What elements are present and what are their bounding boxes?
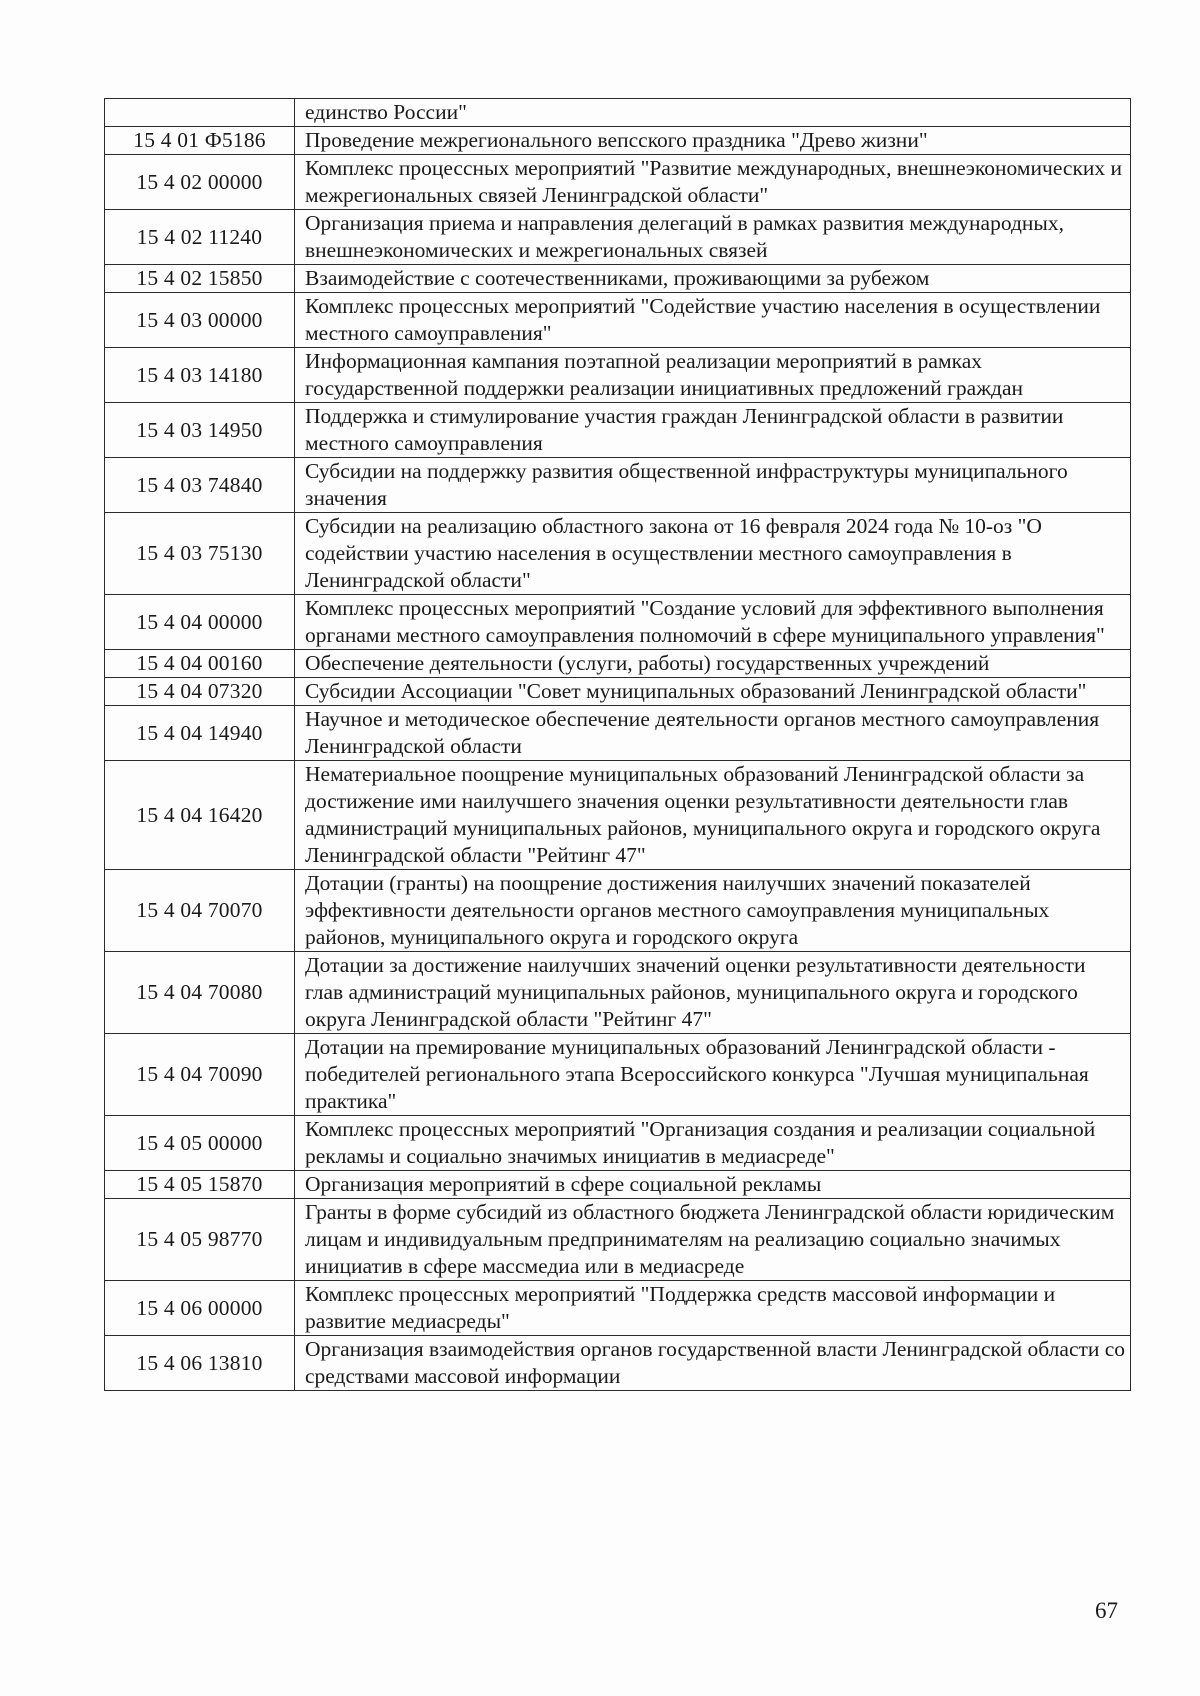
table-row bbox=[105, 1199, 1131, 1281]
code-cell: 15 4 03 00000 bbox=[105, 293, 295, 348]
code-cell: 15 4 05 15870 bbox=[105, 1171, 295, 1199]
code-cell: 15 4 01 Ф5186 bbox=[105, 127, 295, 155]
table-row bbox=[105, 1116, 1131, 1171]
name-cell: Организация мероприятий в сфере социальной рекламы bbox=[295, 1171, 1131, 1199]
code-cell: 15 4 06 00000 bbox=[105, 1281, 295, 1336]
code-cell: 15 4 04 07320 bbox=[105, 678, 295, 706]
code-cell: 15 4 04 00160 bbox=[105, 650, 295, 678]
name-cell: Нематериальное поощрение муниципальных образований Ленинградской области за достижение ими наилучшего значения оценки результативности деятельности глав администраций муниципальных районов, муниципального округа и городского округа Ленинградской области "Рейтинг 47" bbox=[295, 761, 1131, 870]
table-row bbox=[105, 265, 1131, 293]
name-cell: Научное и методическое обеспечение деятельности органов местного самоуправления Ленинградской области bbox=[295, 706, 1131, 761]
table-row bbox=[105, 761, 1131, 870]
name-cell: Организация взаимодействия органов государственной власти Ленинградской области со средствами массовой информации bbox=[295, 1336, 1131, 1391]
code-cell: 15 4 02 00000 bbox=[105, 155, 295, 210]
table-row bbox=[105, 293, 1131, 348]
name-cell: Дотации (гранты) на поощрение достижения наилучших значений показателей эффективности деятельности органов местного самоуправления муниципальных районов, муниципального округа и городского округа bbox=[295, 870, 1131, 952]
table-row bbox=[105, 1281, 1131, 1336]
name-cell: Комплекс процессных мероприятий "Развитие международных, внешнеэкономических и межрегиональных связей Ленинградской области" bbox=[295, 155, 1131, 210]
name-cell: Информационная кампания поэтапной реализации мероприятий в рамках государственной поддержки реализации инициативных предложений граждан bbox=[295, 348, 1131, 403]
table-row bbox=[105, 952, 1131, 1034]
page-number: 67 bbox=[1095, 1598, 1118, 1623]
table-row bbox=[105, 513, 1131, 595]
table-row bbox=[105, 706, 1131, 761]
table-row bbox=[105, 1034, 1131, 1116]
code-cell bbox=[105, 99, 295, 127]
name-cell: Дотации за достижение наилучших значений оценки результативности деятельности глав администраций муниципальных районов, муниципального округа и городского округа Ленинградской области "Рейтинг 47" bbox=[295, 952, 1131, 1034]
table-row bbox=[105, 1336, 1131, 1391]
name-cell: Обеспечение деятельности (услуги, работы) государственных учреждений bbox=[295, 650, 1131, 678]
name-cell: Взаимодействие с соотечественниками, проживающими за рубежом bbox=[295, 265, 1131, 293]
budget-codes-table bbox=[104, 98, 1131, 1391]
name-cell: Комплекс процессных мероприятий "Поддержка средств массовой информации и развитие медиасреды" bbox=[295, 1281, 1131, 1336]
name-cell: единство России" bbox=[295, 99, 1131, 127]
name-cell: Комплекс процессных мероприятий "Содействие участию населения в осуществлении местного самоуправления" bbox=[295, 293, 1131, 348]
table-row bbox=[105, 99, 1131, 127]
name-cell: Субсидии Ассоциации "Совет муниципальных образований Ленинградской области" bbox=[295, 678, 1131, 706]
code-cell: 15 4 03 14180 bbox=[105, 348, 295, 403]
code-cell: 15 4 03 75130 bbox=[105, 513, 295, 595]
name-cell: Комплекс процессных мероприятий "Создание условий для эффективного выполнения органами местного самоуправления полномочий в сфере муниципального управления" bbox=[295, 595, 1131, 650]
name-cell: Организация приема и направления делегаций в рамках развития международных, внешнеэкономических и межрегиональных связей bbox=[295, 210, 1131, 265]
table-row bbox=[105, 210, 1131, 265]
code-cell: 15 4 04 14940 bbox=[105, 706, 295, 761]
table-row bbox=[105, 870, 1131, 952]
table-row bbox=[105, 595, 1131, 650]
name-cell: Субсидии на поддержку развития общественной инфраструктуры муниципального значения bbox=[295, 458, 1131, 513]
name-cell: Дотации на премирование муниципальных образований Ленинградской области - победителей регионального этапа Всероссийского конкурса "Лучшая муниципальная практика" bbox=[295, 1034, 1131, 1116]
code-cell: 15 4 02 15850 bbox=[105, 265, 295, 293]
code-cell: 15 4 04 16420 bbox=[105, 761, 295, 870]
code-cell: 15 4 04 70070 bbox=[105, 870, 295, 952]
code-cell: 15 4 04 70090 bbox=[105, 1034, 295, 1116]
table-row bbox=[105, 458, 1131, 513]
table-row bbox=[105, 1171, 1131, 1199]
name-cell: Поддержка и стимулирование участия граждан Ленинградской области в развитии местного самоуправления bbox=[295, 403, 1131, 458]
code-cell: 15 4 05 98770 bbox=[105, 1199, 295, 1281]
table-row bbox=[105, 348, 1131, 403]
name-cell: Гранты в форме субсидий из областного бюджета Ленинградской области юридическим лицам и индивидуальным предпринимателям на реализацию социально значимых инициатив в сфере массмедиа или в медиасреде bbox=[295, 1199, 1131, 1281]
code-cell: 15 4 04 70080 bbox=[105, 952, 295, 1034]
table-row bbox=[105, 650, 1131, 678]
code-cell: 15 4 02 11240 bbox=[105, 210, 295, 265]
name-cell: Комплекс процессных мероприятий "Организация создания и реализации социальной рекламы и социально значимых инициатив в медиасреде" bbox=[295, 1116, 1131, 1171]
table-body bbox=[105, 99, 1131, 1391]
code-cell: 15 4 04 00000 bbox=[105, 595, 295, 650]
table-row bbox=[105, 127, 1131, 155]
table-row bbox=[105, 403, 1131, 458]
code-cell: 15 4 05 00000 bbox=[105, 1116, 295, 1171]
table-row bbox=[105, 678, 1131, 706]
name-cell: Субсидии на реализацию областного закона от 16 февраля 2024 года № 10-оз "О содействии участию населения в осуществлении местного самоуправления в Ленинградской области" bbox=[295, 513, 1131, 595]
table-row bbox=[105, 155, 1131, 210]
code-cell: 15 4 03 74840 bbox=[105, 458, 295, 513]
code-cell: 15 4 06 13810 bbox=[105, 1336, 295, 1391]
code-cell: 15 4 03 14950 bbox=[105, 403, 295, 458]
name-cell: Проведение межрегионального вепсского праздника "Древо жизни" bbox=[295, 127, 1131, 155]
